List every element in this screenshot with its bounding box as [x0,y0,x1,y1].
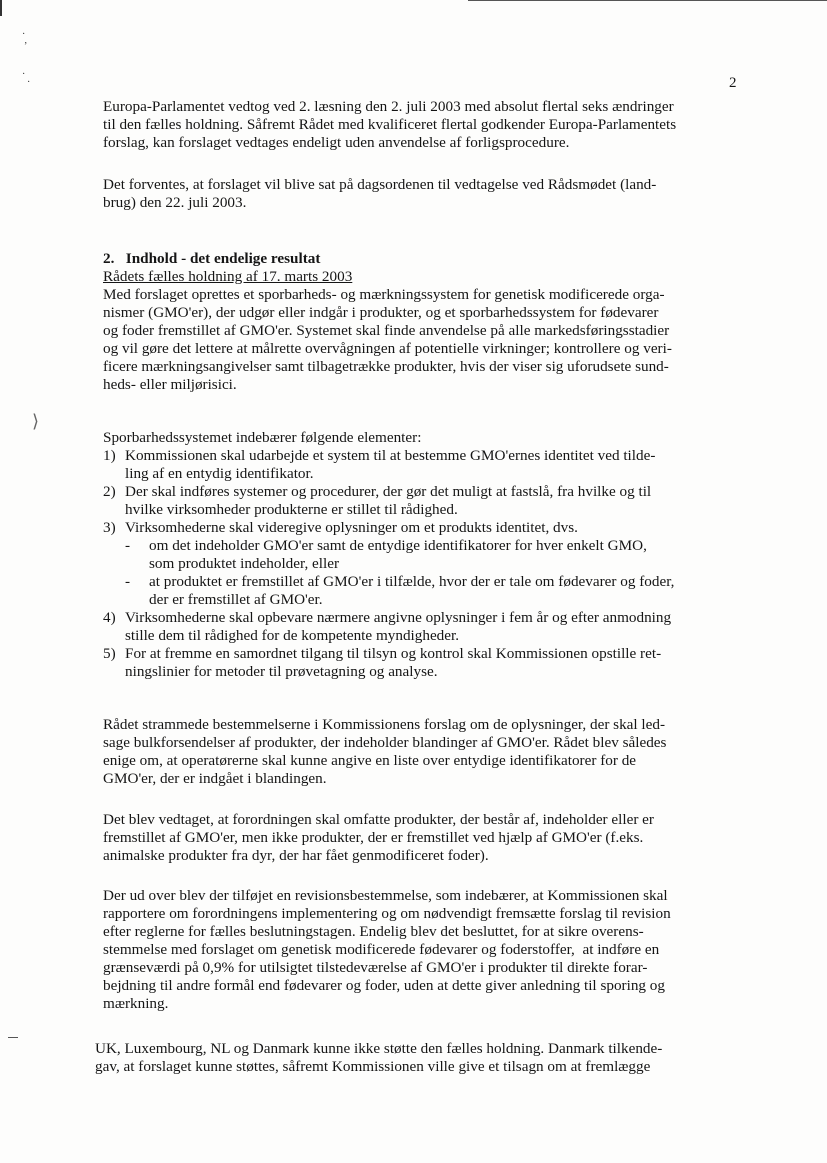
list-number: 3) [103,519,116,536]
text-line: til den fælles holdning. Såfremt Rådet med kvalificeret flertal godkender Europa-Parlamentets [103,116,677,133]
text-line: Europa-Parlamentet vedtog ved 2. læsning den 2. juli 2003 med absolut flertal seks ændringer [103,98,674,115]
text-line: Rådet strammede bestemmelserne i Kommissionens forslag om de oplysninger, der skal led- [103,716,666,733]
text-line: at produktet er fremstillet af GMO'er i tilfælde, hvor der er tale om fødevarer og foder, [149,573,675,590]
text-line: om det indeholder GMO'er samt de entydige identifikatorer for hver enkelt GMO, [149,537,647,554]
text-line: animalske produkter fra dyr, der har fået genmodificeret foder). [103,847,489,864]
paragraph-parliament-vote [103,98,743,152]
list-item-text [125,609,671,645]
list-item-text [125,519,578,537]
paragraph-member-states [95,1040,735,1076]
paragraph-scope [103,811,743,865]
scan-speck: · [22,29,26,40]
text-line: grænseværdi på 0,9% for utilsigtet tilstedeværelse af GMO'er i produkter til direkte forar- [103,959,648,976]
text-line: efter reglerne for fælles beslutningstagen. Endelig blev det besluttet, for at sikre overens- [103,923,644,940]
scan-margin-dash [8,1037,18,1038]
text-line: Det blev vedtaget, at forordningen skal omfatte produkter, der består af, indeholder eller er [103,811,654,828]
sub-item-text [149,537,647,573]
text-line: enige om, at operatørerne skal kunne angive en liste over entydige identifikatorer for de [103,752,637,769]
list-item-text [125,447,655,483]
list-item [103,447,743,483]
text-line: nismer (GMO'er), der udgør eller indgår i produkter, og et sporbarhedssystem for fødevarer [103,304,659,321]
sub-list-item [103,573,743,609]
scan-speck: · [22,69,26,80]
text-line: og foder fremstillet af GMO'er. Systemet skal finde anvendelse på alle markedsføringsstadier [103,322,670,339]
text-line: gav, at forslaget kunne støttes, såfremt Kommissionen ville give et tilsagn om at fremlægge [95,1058,651,1075]
text-line: der er fremstillet af GMO'er. [149,591,323,608]
text-line: Virksomhederne skal videregive oplysninger om et produkts identitet, dvs. [125,519,578,536]
list-item [103,483,743,519]
section-subheading: Rådets fælles holdning af 17. marts 2003 [103,268,353,285]
text-line: fremstillet af GMO'er, men ikke produkter, der er fremstillet ved hjælp af GMO'er (f.eks. [103,829,644,846]
text-line: forslag, kan forslaget vedtages endeligt uden anvendelse af forligsprocedure. [103,134,570,151]
text-line: Kommissionen skal udarbejde et system til at bestemme GMO'ernes identitet ved tilde- [125,447,656,464]
list-item [103,519,743,537]
dash-bullet: - [125,537,131,554]
text-line: Det forventes, at forslaget vil blive sat på dagsordenen til vedtagelse ved Rådsmødet (land- [103,176,657,193]
text-line: rapportere om forordningens implementering og om nødvendigt fremsætte forslag til revision [103,905,671,922]
text-line: sage bulkforsendelser af produkter, der indeholder blandinger af GMO'er. Rådet blev således [103,734,667,751]
text-line: brug) den 22. juli 2003. [103,194,247,211]
text-line: bejdning til andre formål end fødevarer og foder, uden at dette giver anledning til sporing og [103,977,665,994]
dash-bullet: - [125,573,131,590]
text-line: mærkning. [103,995,169,1012]
text-line: Med forslaget oprettes et sporbarheds- og mærkningssystem for genetisk modificerede orga- [103,286,665,303]
paragraph-revision [103,887,743,1013]
text-line: stemmelse med forslaget om genetisk modificerede fødevarer og foderstoffer, at indføre en [103,941,660,958]
text-line: UK, Luxembourg, NL og Danmark kunne ikke støtte den fælles holdning. Danmark tilkende- [95,1040,663,1057]
text-line: heds- eller miljørisici. [103,376,237,393]
text-line: som produktet indeholder, eller [149,555,340,572]
scan-top-rule [468,0,827,1]
text-line: og vil gøre det lettere at målrette overvågningen af potentielle virkninger; kontrollere og veri- [103,340,672,357]
text-line: Der skal indføres systemer og procedurer, der gør det muligt at fastslå, fra hvilke og til [125,483,652,500]
paragraph-bulk-shipments [103,716,743,788]
text-line: stille dem til rådighed for de kompetente myndigheder. [125,627,460,644]
traceability-list [103,429,743,681]
list-number: 4) [103,609,116,626]
sub-list-item [103,537,743,573]
list-item-text [125,483,651,519]
section-heading: 2. Indhold - det endelige resultat [103,250,321,267]
scan-left-edge-mark [0,0,2,16]
list-item-text [125,645,661,681]
text-line: ficere mærkningsangivelser samt tilbagetrække produkter, hvis der viser sig uforudsete sund- [103,358,669,375]
paragraph-expected-adoption [103,176,743,212]
text-line: Virksomhederne skal opbevare nærmere angivne oplysninger i fem år og efter anmodning [125,609,672,626]
scan-speck: · [27,77,31,88]
section-2 [103,250,743,394]
list-number: 1) [103,447,116,464]
scan-speck: ʼ [24,41,28,52]
text-line: ling af en entydig identifikator. [125,465,314,482]
list-item [103,609,743,645]
text-line: ningslinier for metoder til prøvetagning og analyse. [125,663,438,680]
list-item [103,645,743,681]
text-line: GMO'er, der er indgået i blandingen. [103,770,327,787]
scan-margin-bracket: ⟩ [32,411,40,431]
list-number: 2) [103,483,116,500]
sub-item-text [149,573,674,609]
text-line: Der ud over blev der tilføjet en revisionsbestemmelse, som indebærer, at Kommissionen skal [103,887,668,904]
text-line: For at fremme en samordnet tilgang til tilsyn og kontrol skal Kommissionen opstille ret- [125,645,662,662]
text-line: hvilke virksomheder produkterne er stillet til rådighed. [125,501,458,518]
list-number: 5) [103,645,116,662]
page-number: 2 [729,75,737,91]
list-intro: Sporbarhedssystemet indebærer følgende elementer: [103,429,422,446]
